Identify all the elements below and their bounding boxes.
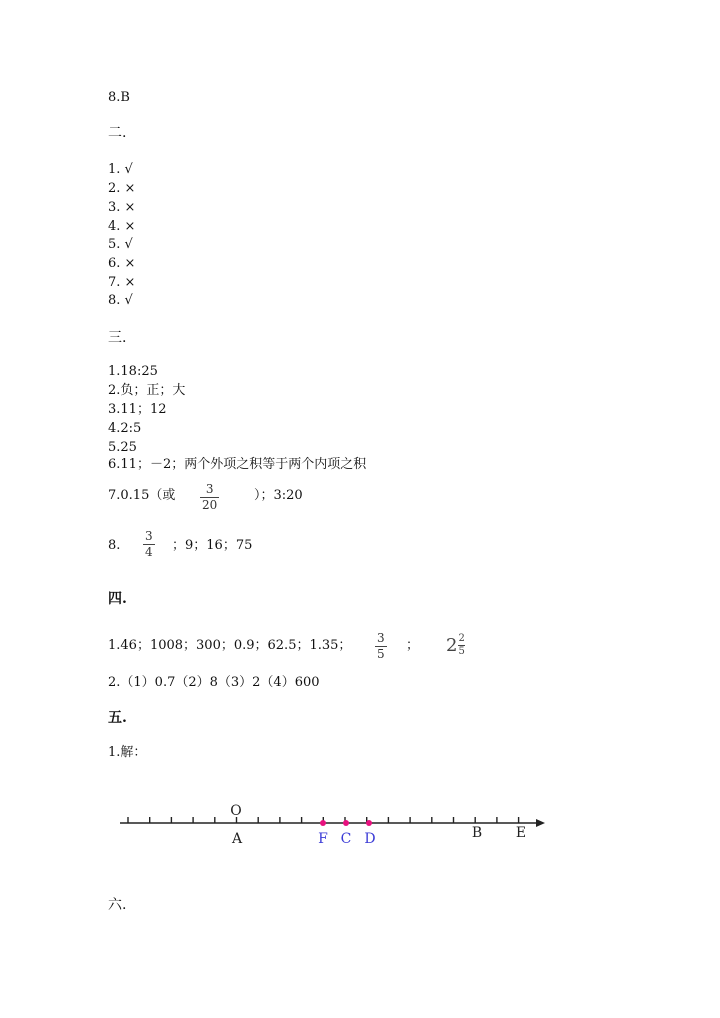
- label-b: B: [471, 825, 483, 841]
- sec3-item-4: 4.2:5: [108, 421, 142, 436]
- sec3-item-7-prefix: 7.0.15（或: [108, 488, 176, 503]
- label-f: F: [318, 831, 328, 847]
- answer-8b: 8.B: [108, 90, 130, 105]
- point-f: [320, 820, 326, 826]
- sec2-item-1: 1. √: [108, 162, 133, 177]
- sec3-item-7-fraction: [200, 483, 219, 512]
- fraction-denominator: 20: [202, 498, 218, 512]
- section-3-title: 三.: [108, 330, 127, 346]
- fraction-numerator: 3: [377, 631, 385, 645]
- section-5-title: 五.: [108, 710, 127, 726]
- label-d: D: [364, 831, 376, 847]
- label-a: A: [231, 831, 243, 847]
- sec3-item-6: 6.11；－2；两个外项之积等于两个内项之积: [108, 457, 367, 472]
- section-2-title: 二.: [108, 125, 127, 141]
- sec2-item-5: 5. √: [108, 237, 133, 252]
- number-line-figure: [0, 795, 720, 855]
- section-6-title: 六.: [108, 897, 127, 913]
- sec3-item-7-suffix: ）；3:20: [254, 488, 303, 503]
- sec5-item-1: 1.解：: [108, 745, 147, 760]
- sec3-item-2: 2.负；正；大: [108, 383, 186, 398]
- sec2-item-4: 4. ×: [108, 219, 136, 234]
- fraction-denominator: 4: [145, 545, 153, 559]
- sec3-item-3: 3.11；12: [108, 402, 167, 417]
- label-e: E: [515, 825, 527, 841]
- mixed-denominator: 5: [458, 646, 465, 657]
- fraction-denominator: 5: [377, 647, 385, 661]
- sec3-item-5: 5.25: [108, 440, 137, 455]
- sec4-item-1-sep: ；: [406, 638, 420, 653]
- sec3-item-1: 1.18:25: [108, 364, 158, 379]
- sec2-item-8: 8. √: [108, 293, 133, 308]
- sec2-item-2: 2. ×: [108, 181, 136, 196]
- sec4-item-1-mixed-number: [446, 634, 465, 657]
- point-c: [343, 820, 349, 826]
- point-d: [366, 820, 372, 826]
- sec3-item-8-prefix: 8.: [108, 538, 121, 553]
- mixed-numerator: 2: [458, 633, 465, 644]
- sec3-item-8-suffix: ；9；16；75: [172, 538, 253, 553]
- sec4-item-1-fraction: [375, 632, 387, 661]
- sec2-item-6: 6. ×: [108, 256, 136, 271]
- sec4-item-1-prefix: 1.46；1008；300；0.9；62.5；1.35；: [108, 638, 352, 653]
- fraction-numerator: 3: [205, 482, 214, 496]
- label-c: C: [340, 831, 352, 847]
- sec2-item-7: 7. ×: [108, 275, 136, 290]
- number-line-arrowhead: [536, 819, 545, 827]
- sec4-item-2: 2.（1）0.7（2）8（3）2（4）600: [108, 675, 320, 690]
- mixed-whole: 2: [446, 634, 458, 656]
- sec2-item-3: 3. ×: [108, 200, 136, 215]
- section-4-title: 四.: [108, 591, 127, 607]
- sec3-item-8-fraction: [143, 530, 155, 559]
- fraction-numerator: 3: [145, 529, 153, 543]
- label-o: O: [230, 803, 242, 819]
